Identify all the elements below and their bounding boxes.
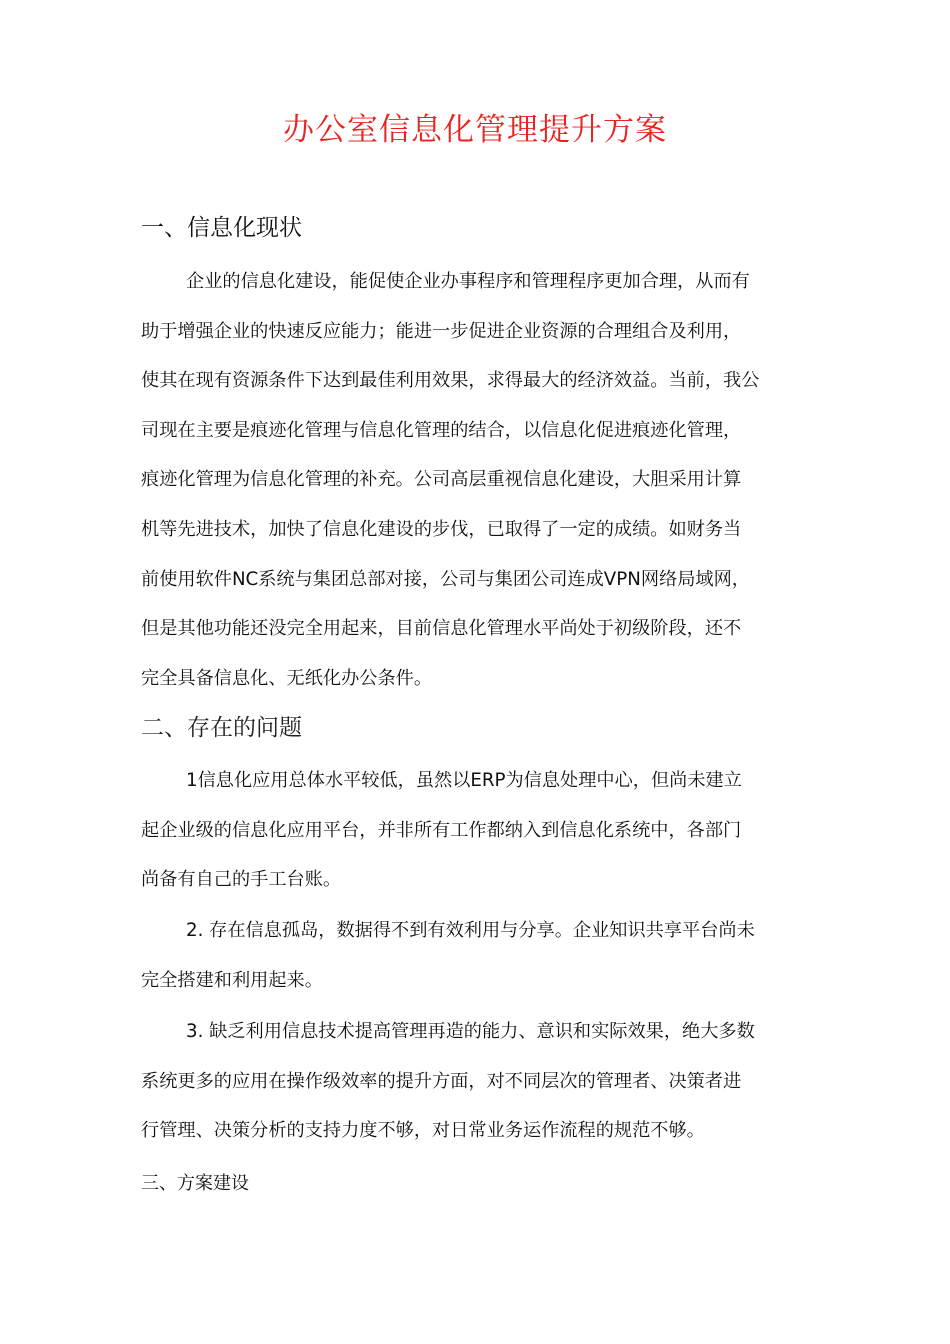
paragraph-line: 企业的信息化建设，能促使企业办事程序和管理程序更加合理，从而有 — [186, 271, 750, 292]
paragraph-line: 但是其他功能还没完全用起来，目前信息化管理水平尚处于初级阶段，还不 — [141, 618, 742, 640]
paragraph-line: 系统更多的应用在操作级效率的提升方面，对不同层次的管理者、决策者进 — [141, 1070, 742, 1092]
paragraph-line: 前使用软件NC系统与集团总部对接，公司与集团公司连成VPN网络局域网， — [141, 568, 750, 590]
paragraph-line: 完全具备信息化、无纸化办公条件。 — [141, 667, 433, 689]
paragraph-line: 司现在主要是痕迹化管理与信息化管理的结合，以信息化促进痕迹化管理， — [141, 419, 742, 441]
paragraph-line: 行管理、决策分析的支持力度不够，对日常业务运作流程的规范不够。 — [141, 1120, 705, 1142]
problem-item-3 — [141, 1018, 831, 1167]
paragraph-line: 痕迹化管理为信息化管理的补充。公司高层重视信息化建设，大胆采用计算 — [141, 469, 742, 491]
paragraph-line: 3. 缺乏利用信息技术提高管理再造的能力、意识和实际效果，绝大多数 — [186, 1021, 755, 1042]
section-heading-plan: 三、方案建设 — [141, 1173, 249, 1194]
section-heading-problems: 二、存在的问题 — [141, 715, 302, 741]
paragraph-line: 1信息化应用总体水平较低，虽然以ERP为信息处理中心，但尚未建立 — [186, 770, 742, 791]
problem-item-1 — [141, 767, 831, 916]
paragraph-line: 尚备有自己的手工台账。 — [141, 869, 342, 891]
problem-item-2 — [141, 917, 831, 1016]
section-heading-status: 一、信息化现状 — [141, 215, 302, 241]
paragraph-line: 完全搭建和利用起来。 — [141, 969, 323, 991]
section-status-paragraph — [141, 268, 831, 714]
paragraph-line: 机等先进技术，加快了信息化建设的步伐，已取得了一定的成绩。如财务当 — [141, 518, 742, 540]
paragraph-line: 助于增强企业的快速反应能力；能进一步促进企业资源的合理组合及利用， — [141, 320, 742, 342]
paragraph-line: 使其在现有资源条件下达到最佳利用效果，求得最大的经济效益。当前，我公 — [141, 370, 760, 392]
paragraph-line: 2. 存在信息孤岛，数据得不到有效利用与分享。企业知识共享平台尚未 — [186, 920, 755, 941]
document-title: 办公室信息化管理提升方案 — [283, 112, 667, 148]
paragraph-line: 起企业级的信息化应用平台，并非所有工作都纳入到信息化系统中，各部门 — [141, 819, 742, 841]
